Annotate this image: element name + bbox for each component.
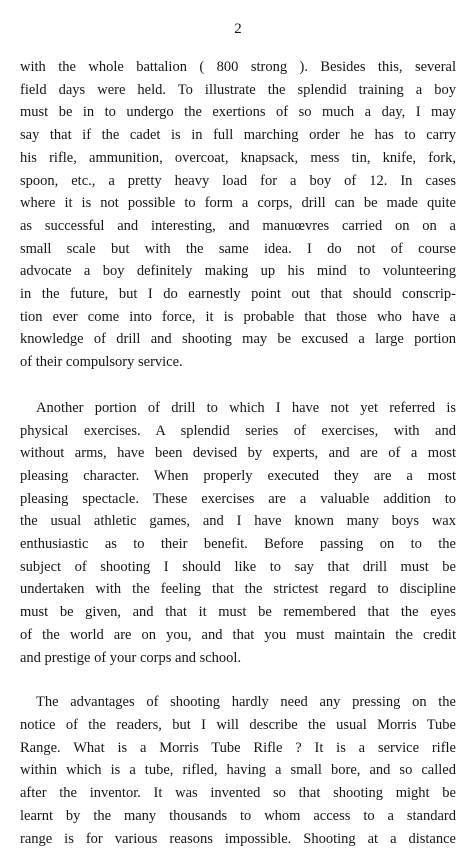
text-line: after the inventor. It was invented so that shooting might be bbox=[20, 782, 456, 805]
text-line: without arms, have been devised by experts, and are of a most bbox=[20, 442, 456, 465]
text-line: say that if the cadet is in full marching order he has to carry bbox=[20, 124, 456, 147]
paragraph-3 bbox=[20, 691, 456, 850]
text-line: his rifle, ammunition, overcoat, knapsack, mess tin, knife, fork, bbox=[20, 147, 456, 170]
text-line: with the whole battalion ( 800 strong ). Besides this, several bbox=[20, 56, 456, 79]
text-line: where it is not possible to form a corps, drill can be made quite bbox=[20, 192, 456, 215]
text-line: in the future, but I do earnestly point out that should conscrip- bbox=[20, 283, 456, 306]
text-line: physical exercises. A splendid series of exercises, with and bbox=[20, 420, 456, 443]
text-line: pleasing character. When properly executed they are a most bbox=[20, 465, 456, 488]
text-line: pleasing spectacle. These exercises are a valuable addition to bbox=[20, 488, 456, 511]
text-line: as successful and interesting, and manuœvres carried on on a bbox=[20, 215, 456, 238]
text-line: knowledge of drill and shooting may be excused a large portion bbox=[20, 328, 456, 351]
text-line: within which is a tube, rifled, having a small bore, and so called bbox=[20, 759, 456, 782]
text-line: notice of the readers, but I will describe the usual Morris Tube bbox=[20, 714, 456, 737]
text-line: range is for various reasons impossible. Shooting at a distance bbox=[20, 828, 456, 850]
text-line: Range. What is a Morris Tube Rifle ? It is a service rifle bbox=[20, 737, 456, 760]
text-line: small scale but with the same idea. I do not of course bbox=[20, 238, 456, 261]
text-line: must be given, and that it must be remembered that the eyes bbox=[20, 601, 456, 624]
text-line: learnt by the many thousands to whom access to a standard bbox=[20, 805, 456, 828]
text-line: the usual athletic games, and I have known many boys wax bbox=[20, 510, 456, 533]
text-line: tion ever come into force, it is probable that those who have a bbox=[20, 306, 456, 329]
text-line: advocate a boy definitely making up his mind to volunteering bbox=[20, 260, 456, 283]
text-line: field days were held. To illustrate the splendid training a boy bbox=[20, 79, 456, 102]
text-line: spoon, etc., a pretty heavy load for a boy of 12. In cases bbox=[20, 170, 456, 193]
text-line: subject of shooting I should like to say that drill must be bbox=[20, 556, 456, 579]
text-line: Another portion of drill to which I have not yet referred is bbox=[20, 397, 456, 420]
paragraph-2 bbox=[20, 397, 456, 669]
text-line: and prestige of your corps and school. bbox=[20, 647, 456, 670]
paragraph-1 bbox=[20, 56, 456, 374]
text-line: of the world are on you, and that you must maintain the credit bbox=[20, 624, 456, 647]
page-number: 2 bbox=[0, 20, 476, 38]
text-line: undertaken with the feeling that the strictest regard to discipline bbox=[20, 578, 456, 601]
body-text bbox=[20, 56, 456, 850]
text-line: of their compulsory service. bbox=[20, 351, 456, 374]
text-line: enthusiastic as to their benefit. Before passing on to the bbox=[20, 533, 456, 556]
text-line: must be in to undergo the exertions of so much a day, I may bbox=[20, 101, 456, 124]
text-line: The advantages of shooting hardly need any pressing on the bbox=[20, 691, 456, 714]
